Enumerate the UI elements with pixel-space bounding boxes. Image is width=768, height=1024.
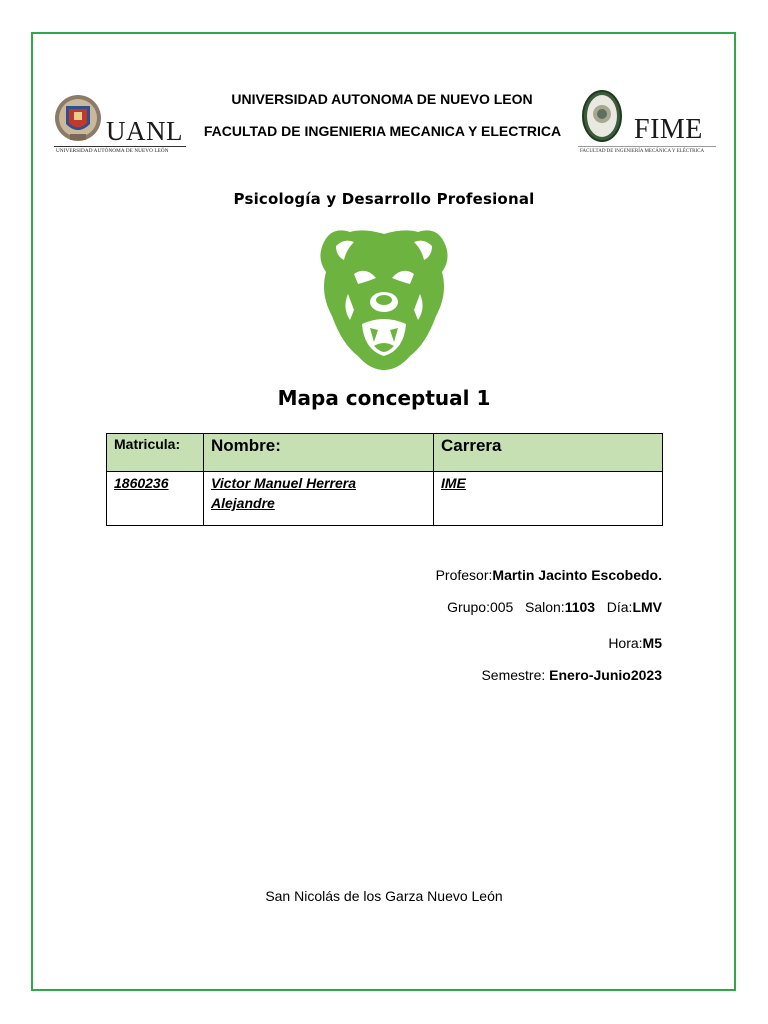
hora-label: Hora: [608,635,643,651]
fime-subtitle: FACULTAD DE INGENIERÍA MECÁNICA Y ELÉCTRICA [580,149,705,154]
header-carrera: Carrera [434,434,663,472]
table-header-row [107,434,663,472]
hora-line [608,635,662,651]
hora-value: M5 [642,635,662,651]
nombre-line1: Victor Manuel Herrera [211,475,356,491]
uanl-divider [54,146,186,147]
semestre-line [481,667,662,683]
footer-location: San Nicolás de los Garza Nuevo León [265,888,503,904]
faculty-name: FACULTAD DE INGENIERIA MECANICA Y ELECTRICA [203,123,562,139]
cell-nombre [204,472,434,526]
university-name: UNIVERSIDAD AUTONOMA DE NUEVO LEON [231,91,533,107]
profesor-line [436,567,662,583]
fime-divider [578,146,716,147]
header-nombre: Nombre: [204,434,434,472]
dia-label: Día: [606,599,633,615]
header-matricula: Matricula: [107,434,204,472]
table-row [107,472,663,526]
grupo-label: Grupo: [447,599,490,615]
course-name: Psicología y Desarrollo Profesional [233,190,535,208]
document-title: Mapa conceptual 1 [277,386,491,410]
fime-wordmark: FIME [634,114,703,145]
uanl-wordmark: UANL [106,116,183,146]
grupo-value: 005 [489,599,514,615]
profesor-value: Martin Jacinto Escobedo. [492,567,662,583]
uanl-subtitle: UNIVERSIDAD AUTÓNOMA DE NUEVO LEÓN [56,148,169,154]
semestre-value: Enero-Junio2023 [549,667,662,683]
nombre-line2: Alejandre [211,495,275,511]
salon-value: 1103 [564,599,596,615]
semestre-label: Semestre: [481,667,550,683]
cell-carrera: IME [434,472,663,526]
grupo-line [447,599,662,615]
salon-label: Salon: [525,599,565,615]
bear-mascot-icon [314,224,454,372]
student-info-table [106,433,663,526]
dia-value: LMV [632,599,662,615]
profesor-label: Profesor: [435,567,493,583]
cell-matricula: 1860236 [107,472,204,526]
